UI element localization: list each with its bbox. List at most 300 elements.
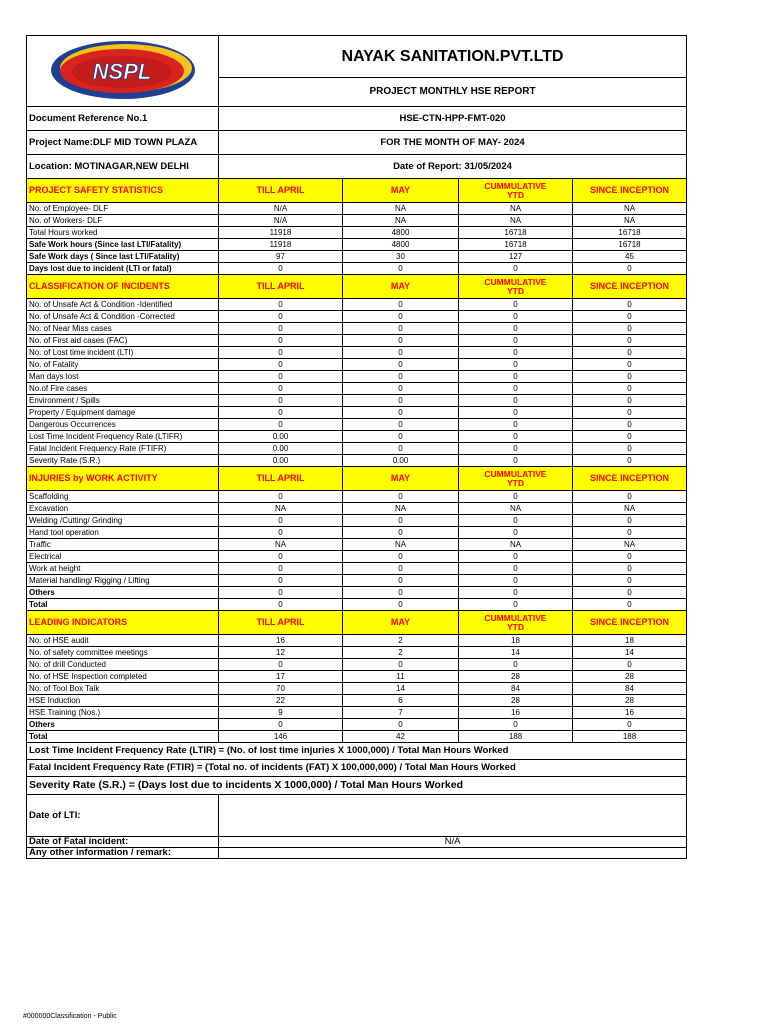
cell-may: 0 — [343, 371, 459, 383]
table-row — [27, 251, 687, 263]
cell-since-inception: 0 — [573, 431, 687, 443]
cell-may: 0 — [343, 587, 459, 599]
cell-since-inception: 0 — [573, 491, 687, 503]
cell-till-april: 11918 — [219, 227, 343, 239]
cell-since-inception: 45 — [573, 251, 687, 263]
table-row — [27, 599, 687, 611]
cell-cumulative-ytd: 16 — [459, 707, 573, 719]
cell-since-inception: 0 — [573, 311, 687, 323]
cell-till-april: NA — [219, 503, 343, 515]
cell-may: 0 — [343, 311, 459, 323]
cell-cumulative-ytd: 0 — [459, 575, 573, 587]
cell-cumulative-ytd: 0 — [459, 299, 573, 311]
table-row — [27, 203, 687, 215]
cell-till-april: 0 — [219, 491, 343, 503]
cell-cumulative-ytd: NA — [459, 539, 573, 551]
table-row — [27, 731, 687, 743]
row-label: Safe Work days ( Since last LTI/Fatality) — [27, 251, 219, 263]
cell-cumulative-ytd: 0 — [459, 419, 573, 431]
cell-till-april: 0 — [219, 563, 343, 575]
col-header-till-april: TILL APRIL — [219, 467, 343, 491]
cell-may: NA — [343, 503, 459, 515]
cell-may: 0 — [343, 419, 459, 431]
cell-cumulative-ytd: 14 — [459, 647, 573, 659]
cell-cumulative-ytd: 0 — [459, 359, 573, 371]
cell-till-april: 9 — [219, 707, 343, 719]
classification-footer: #000000Classification - Public — [23, 1013, 117, 1020]
cell-since-inception: 0 — [573, 335, 687, 347]
row-label: No. of safety committee meetings — [27, 647, 219, 659]
cell-since-inception: 0 — [573, 347, 687, 359]
col-header-cumulative — [459, 275, 573, 299]
project-label: Project Name:DLF MID TOWN PLAZA — [27, 131, 219, 155]
cell-cumulative-ytd: 0 — [459, 443, 573, 455]
row-label: Total — [27, 599, 219, 611]
col-header-cumulative — [459, 179, 573, 203]
cell-cumulative-ytd: 0 — [459, 587, 573, 599]
col-header-till-april: TILL APRIL — [219, 275, 343, 299]
cell-till-april: N/A — [219, 215, 343, 227]
cell-till-april: 0 — [219, 335, 343, 347]
company-name: NAYAK SANITATION.PVT.LTD — [219, 36, 687, 78]
cell-till-april: 0 — [219, 419, 343, 431]
row-label: Others — [27, 719, 219, 731]
report-table — [26, 35, 687, 859]
cell-till-april: 0.00 — [219, 443, 343, 455]
cell-may: 2 — [343, 647, 459, 659]
cell-may: 0 — [343, 395, 459, 407]
row-label: No.of Fire cases — [27, 383, 219, 395]
col-header-may: MAY — [343, 179, 459, 203]
cell-may: 0 — [343, 299, 459, 311]
cell-cumulative-ytd: 0 — [459, 491, 573, 503]
cell-till-april: 0 — [219, 359, 343, 371]
cell-may: 30 — [343, 251, 459, 263]
cell-till-april: 0 — [219, 371, 343, 383]
section-header-row — [27, 275, 687, 299]
company-logo — [48, 39, 198, 101]
cell-may: 0 — [343, 563, 459, 575]
row-label: No. of Fatality — [27, 359, 219, 371]
cell-till-april: 0 — [219, 527, 343, 539]
col-header-cumulative-line1: CUMMULATIVE — [484, 276, 547, 287]
cell-till-april: 0 — [219, 383, 343, 395]
date-of-fatal-incident-value: N/A — [219, 837, 687, 848]
row-label: No. of Unsafe Act & Condition -Identified — [27, 299, 219, 311]
ftir-formula: Fatal Incident Frequency Rate (FTIR) = (Total no. of incidents (FAT) X 100,000,000) / Total Man Hours Worked — [27, 760, 687, 777]
cell-till-april: 0 — [219, 587, 343, 599]
cell-cumulative-ytd: NA — [459, 215, 573, 227]
cell-may: 0 — [343, 599, 459, 611]
table-row — [27, 707, 687, 719]
project-row — [27, 131, 687, 155]
cell-may: 0 — [343, 491, 459, 503]
cell-till-april: 0 — [219, 515, 343, 527]
cell-since-inception: NA — [573, 215, 687, 227]
table-row — [27, 491, 687, 503]
cell-till-april: 0 — [219, 395, 343, 407]
cell-since-inception: 0 — [573, 443, 687, 455]
cell-may: 0 — [343, 347, 459, 359]
row-label: Excavation — [27, 503, 219, 515]
table-row — [27, 551, 687, 563]
col-header-cumulative — [459, 467, 573, 491]
table-row — [27, 719, 687, 731]
cell-since-inception: NA — [573, 539, 687, 551]
section-title: CLASSIFICATION OF INCIDENTS — [27, 275, 219, 299]
cell-cumulative-ytd: 28 — [459, 671, 573, 683]
table-row — [27, 683, 687, 695]
row-label: Scaffolding — [27, 491, 219, 503]
cell-till-april: 0 — [219, 323, 343, 335]
doc-ref-label: Document Reference No.1 — [27, 107, 219, 131]
row-label: Others — [27, 587, 219, 599]
col-header-cumulative-line2: YTD — [507, 285, 524, 296]
cell-till-april: 0 — [219, 311, 343, 323]
cell-till-april: 70 — [219, 683, 343, 695]
row-label: No. of HSE audit — [27, 635, 219, 647]
month-value: FOR THE MONTH OF MAY- 2024 — [219, 131, 687, 155]
cell-since-inception: 14 — [573, 647, 687, 659]
cell-since-inception: 0 — [573, 587, 687, 599]
table-row — [27, 695, 687, 707]
cell-cumulative-ytd: 84 — [459, 683, 573, 695]
cell-since-inception: 0 — [573, 407, 687, 419]
other-remarks-row — [27, 848, 687, 859]
cell-since-inception: 0 — [573, 551, 687, 563]
date-of-lti-label: Date of LTI: — [27, 795, 219, 837]
cell-may: 0 — [343, 515, 459, 527]
table-row — [27, 407, 687, 419]
row-label: No. of HSE Inspection completed — [27, 671, 219, 683]
table-row — [27, 539, 687, 551]
section-header-row — [27, 179, 687, 203]
cell-cumulative-ytd: 0 — [459, 719, 573, 731]
col-header-cumulative-line2: YTD — [507, 189, 524, 200]
row-label: Fatal Incident Frequency Rate (FTIFR) — [27, 443, 219, 455]
cell-may: 0 — [343, 335, 459, 347]
cell-till-april: NA — [219, 539, 343, 551]
cell-cumulative-ytd: 0 — [459, 515, 573, 527]
cell-may: 0 — [343, 659, 459, 671]
cell-since-inception: 0 — [573, 371, 687, 383]
cell-since-inception: 0 — [573, 383, 687, 395]
cell-may: 0.00 — [343, 455, 459, 467]
row-label: No. of Employee- DLF — [27, 203, 219, 215]
cell-since-inception: 0 — [573, 563, 687, 575]
logo-cell — [27, 36, 219, 107]
cell-cumulative-ytd: 127 — [459, 251, 573, 263]
row-label: Traffic — [27, 539, 219, 551]
report-title: PROJECT MONTHLY HSE REPORT — [219, 78, 687, 107]
cell-may: 0 — [343, 383, 459, 395]
cell-till-april: 0.00 — [219, 455, 343, 467]
row-label: No. of drill Conducted — [27, 659, 219, 671]
cell-cumulative-ytd: 28 — [459, 695, 573, 707]
cell-cumulative-ytd: 0 — [459, 599, 573, 611]
cell-cumulative-ytd: 0 — [459, 323, 573, 335]
table-row — [27, 359, 687, 371]
cell-till-april: 0 — [219, 299, 343, 311]
cell-till-april: 16 — [219, 635, 343, 647]
report-body — [27, 36, 687, 859]
row-label: Days lost due to incident (LTI or fatal) — [27, 263, 219, 275]
table-row — [27, 323, 687, 335]
cell-cumulative-ytd: 0 — [459, 407, 573, 419]
row-label: No. of Workers- DLF — [27, 215, 219, 227]
formula-row — [27, 743, 687, 760]
row-label: Material handling/ Rigging / Lifting — [27, 575, 219, 587]
section-title: PROJECT SAFETY STATISTICS — [27, 179, 219, 203]
col-header-since-inception: SINCE INCEPTION — [573, 275, 687, 299]
cell-till-april: N/A — [219, 203, 343, 215]
table-row — [27, 215, 687, 227]
table-row — [27, 371, 687, 383]
cell-since-inception: 16718 — [573, 227, 687, 239]
cell-till-april: 0 — [219, 575, 343, 587]
table-row — [27, 419, 687, 431]
row-label: Total — [27, 731, 219, 743]
cell-may: 42 — [343, 731, 459, 743]
row-label: No. of Lost time incident (LTI) — [27, 347, 219, 359]
col-header-cumulative-line2: YTD — [507, 621, 524, 632]
cell-till-april: 97 — [219, 251, 343, 263]
cell-may: NA — [343, 539, 459, 551]
cell-till-april: 0 — [219, 347, 343, 359]
cell-since-inception: 16718 — [573, 239, 687, 251]
table-row — [27, 587, 687, 599]
row-label: Hand tool operation — [27, 527, 219, 539]
table-row — [27, 335, 687, 347]
cell-since-inception: 0 — [573, 527, 687, 539]
date-of-fatal-incident-row — [27, 837, 687, 848]
date-of-lti-row — [27, 795, 687, 837]
cell-till-april: 17 — [219, 671, 343, 683]
cell-since-inception: 0 — [573, 299, 687, 311]
col-header-since-inception: SINCE INCEPTION — [573, 179, 687, 203]
cell-till-april: 0.00 — [219, 431, 343, 443]
row-label: Dangerous Occurrences — [27, 419, 219, 431]
col-header-may: MAY — [343, 611, 459, 635]
row-label: Safe Work hours (Since last LTI/Fatality) — [27, 239, 219, 251]
row-label: No. of Tool Box Talk — [27, 683, 219, 695]
cell-since-inception: 16 — [573, 707, 687, 719]
cell-cumulative-ytd: NA — [459, 203, 573, 215]
cell-cumulative-ytd: 188 — [459, 731, 573, 743]
row-label: Environment / Spills — [27, 395, 219, 407]
row-label: Work at height — [27, 563, 219, 575]
cell-since-inception: 0 — [573, 359, 687, 371]
cell-since-inception: 0 — [573, 455, 687, 467]
cell-since-inception: NA — [573, 503, 687, 515]
cell-since-inception: 0 — [573, 395, 687, 407]
cell-since-inception: 0 — [573, 323, 687, 335]
formula-row — [27, 777, 687, 795]
other-remarks-value — [219, 848, 687, 859]
cell-may: 0 — [343, 263, 459, 275]
logo-text: NSPL — [92, 59, 151, 84]
table-row — [27, 383, 687, 395]
row-label: Welding /Cutting/ Grinding — [27, 515, 219, 527]
cell-cumulative-ytd: NA — [459, 503, 573, 515]
section-title: INJURIES by WORK ACTIVITY — [27, 467, 219, 491]
table-row — [27, 647, 687, 659]
table-row — [27, 503, 687, 515]
cell-since-inception: 28 — [573, 671, 687, 683]
col-header-cumulative-line1: CUMMULATIVE — [484, 468, 547, 479]
cell-cumulative-ytd: 0 — [459, 527, 573, 539]
cell-may: 0 — [343, 719, 459, 731]
cell-till-april: 0 — [219, 407, 343, 419]
table-row — [27, 227, 687, 239]
table-row — [27, 395, 687, 407]
row-label: Total Hours worked — [27, 227, 219, 239]
cell-may: 2 — [343, 635, 459, 647]
cell-may: 0 — [343, 323, 459, 335]
col-header-cumulative-line1: CUMMULATIVE — [484, 612, 547, 623]
report-date: Date of Report: 31/05/2024 — [219, 155, 687, 179]
table-row — [27, 563, 687, 575]
cell-cumulative-ytd: 16718 — [459, 227, 573, 239]
table-row — [27, 431, 687, 443]
col-header-since-inception: SINCE INCEPTION — [573, 611, 687, 635]
cell-cumulative-ytd: 0 — [459, 659, 573, 671]
cell-since-inception: 0 — [573, 419, 687, 431]
title-row — [27, 36, 687, 78]
col-header-till-april: TILL APRIL — [219, 611, 343, 635]
table-row — [27, 575, 687, 587]
location-row — [27, 155, 687, 179]
table-row — [27, 671, 687, 683]
row-label: HSE Induction — [27, 695, 219, 707]
table-row — [27, 311, 687, 323]
table-row — [27, 347, 687, 359]
col-header-cumulative-line1: CUMMULATIVE — [484, 180, 547, 191]
cell-may: 4800 — [343, 227, 459, 239]
table-row — [27, 527, 687, 539]
report-sheet — [26, 35, 686, 859]
cell-till-april: 12 — [219, 647, 343, 659]
cell-since-inception: 0 — [573, 515, 687, 527]
cell-cumulative-ytd: 16718 — [459, 239, 573, 251]
col-header-till-april: TILL APRIL — [219, 179, 343, 203]
cell-cumulative-ytd: 0 — [459, 263, 573, 275]
cell-cumulative-ytd: 0 — [459, 383, 573, 395]
section-title: LEADING INDICATORS — [27, 611, 219, 635]
cell-cumulative-ytd: 0 — [459, 347, 573, 359]
table-row — [27, 659, 687, 671]
cell-cumulative-ytd: 0 — [459, 335, 573, 347]
cell-cumulative-ytd: 0 — [459, 395, 573, 407]
cell-till-april: 0 — [219, 599, 343, 611]
col-header-cumulative — [459, 611, 573, 635]
cell-may: NA — [343, 203, 459, 215]
cell-may: 14 — [343, 683, 459, 695]
col-header-may: MAY — [343, 467, 459, 491]
cell-since-inception: 0 — [573, 575, 687, 587]
cell-cumulative-ytd: 0 — [459, 371, 573, 383]
doc-ref-row — [27, 107, 687, 131]
date-of-lti-value — [219, 795, 687, 837]
cell-till-april: 0 — [219, 719, 343, 731]
other-remarks-label: Any other information / remark: — [27, 848, 219, 859]
cell-till-april: 0 — [219, 551, 343, 563]
cell-since-inception: 0 — [573, 599, 687, 611]
cell-cumulative-ytd: 0 — [459, 311, 573, 323]
table-row — [27, 443, 687, 455]
cell-since-inception: 0 — [573, 719, 687, 731]
table-row — [27, 299, 687, 311]
cell-may: 4800 — [343, 239, 459, 251]
cell-may: 7 — [343, 707, 459, 719]
row-label: Severity Rate (S.R.) — [27, 455, 219, 467]
cell-cumulative-ytd: 0 — [459, 455, 573, 467]
row-label: No. of First aid cases (FAC) — [27, 335, 219, 347]
cell-cumulative-ytd: 18 — [459, 635, 573, 647]
cell-may: NA — [343, 215, 459, 227]
cell-since-inception: 0 — [573, 659, 687, 671]
table-row — [27, 455, 687, 467]
doc-ref-value: HSE-CTN-HPP-FMT-020 — [219, 107, 687, 131]
cell-since-inception: 188 — [573, 731, 687, 743]
cell-may: 0 — [343, 443, 459, 455]
row-label: HSE Training (Nos.) — [27, 707, 219, 719]
cell-may: 0 — [343, 407, 459, 419]
cell-may: 0 — [343, 431, 459, 443]
cell-since-inception: 84 — [573, 683, 687, 695]
cell-may: 0 — [343, 527, 459, 539]
severity-rate-formula: Severity Rate (S.R.) = (Days lost due to incidents X 1000,000) / Total Man Hours Worked — [27, 777, 687, 795]
col-header-since-inception: SINCE INCEPTION — [573, 467, 687, 491]
cell-cumulative-ytd: 0 — [459, 551, 573, 563]
cell-since-inception: 0 — [573, 263, 687, 275]
cell-cumulative-ytd: 0 — [459, 563, 573, 575]
row-label: Man days lost — [27, 371, 219, 383]
row-label: Electrical — [27, 551, 219, 563]
table-row — [27, 239, 687, 251]
table-row — [27, 263, 687, 275]
cell-till-april: 0 — [219, 263, 343, 275]
section-header-row — [27, 611, 687, 635]
cell-since-inception: 28 — [573, 695, 687, 707]
cell-cumulative-ytd: 0 — [459, 431, 573, 443]
ltir-formula: Lost Time Incident Frequency Rate (LTIR) = (No. of lost time injuries X 1000,000) / Total Man Hours Worked — [27, 743, 687, 760]
section-header-row — [27, 467, 687, 491]
cell-till-april: 146 — [219, 731, 343, 743]
cell-may: 0 — [343, 575, 459, 587]
location-label: Location: MOTINAGAR,NEW DELHI — [27, 155, 219, 179]
cell-till-april: 11918 — [219, 239, 343, 251]
col-header-may: MAY — [343, 275, 459, 299]
cell-may: 0 — [343, 551, 459, 563]
formula-row — [27, 760, 687, 777]
date-of-fatal-incident-label: Date of Fatal incident: — [27, 837, 219, 848]
table-row — [27, 515, 687, 527]
cell-since-inception: 18 — [573, 635, 687, 647]
cell-till-april: 22 — [219, 695, 343, 707]
row-label: Lost Time Incident Frequency Rate (LTIFR) — [27, 431, 219, 443]
cell-since-inception: NA — [573, 203, 687, 215]
cell-may: 6 — [343, 695, 459, 707]
row-label: No. of Near Miss cases — [27, 323, 219, 335]
col-header-cumulative-line2: YTD — [507, 477, 524, 488]
cell-till-april: 0 — [219, 659, 343, 671]
cell-may: 0 — [343, 359, 459, 371]
table-row — [27, 635, 687, 647]
row-label: No. of Unsafe Act & Condition -Corrected — [27, 311, 219, 323]
cell-may: 11 — [343, 671, 459, 683]
row-label: Property / Equipment damage — [27, 407, 219, 419]
